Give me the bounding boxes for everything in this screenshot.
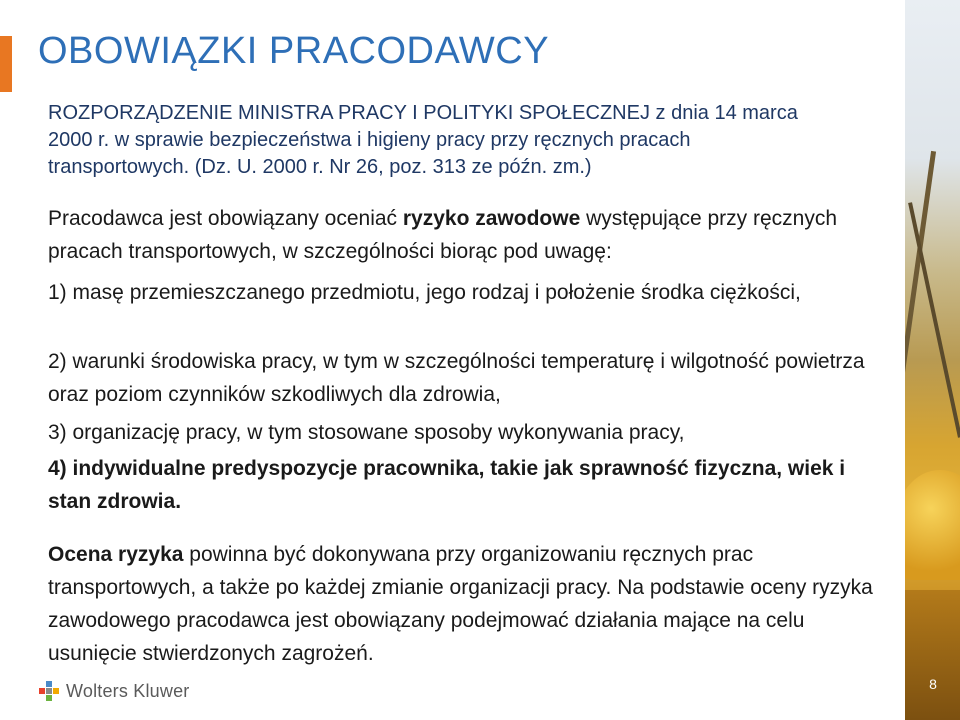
regulation-reference: ROZPORZĄDZENIE MINISTRA PRACY I POLITYKI SPOŁECZNEJ z dnia 14 marca 2000 r. w sprawie bezpieczeństwa i higieny pracy przy ręcznych pracach transportowych. (Dz. U. 2000 r. Nr 26, poz. 313 ze późn. zm.) <box>48 102 798 178</box>
intro-paragraph <box>48 202 878 268</box>
hard-hat-image <box>905 470 960 580</box>
footer-logo <box>38 680 190 702</box>
conclusion-highlight: Ocena ryzyka <box>48 543 184 566</box>
list-item: 3) organizację pracy, w tym stosowane sposoby wykonywania pracy, <box>48 421 685 444</box>
page-number: 8 <box>929 676 937 692</box>
title-accent-bar <box>0 36 12 92</box>
construction-photo-strip <box>905 0 960 720</box>
intro-text-after: występujące przy ręcznych pracach transportowych, w szczególności biorąc pod uwagę: <box>48 207 838 263</box>
list-item: 2) warunki środowiska pracy, w tym w szczególności temperaturę i wilgotność powietrza oraz poziom czynników szkodliwych dla zdrowia, <box>48 350 865 406</box>
list-item-emphasized: 4) indywidualne predyspozycje pracownika, takie jak sprawność fizyczna, wiek i stan zdrowia. <box>48 457 846 513</box>
conclusion-paragraph <box>48 538 878 670</box>
wolters-kluwer-logo-icon <box>38 680 60 702</box>
scaffold-beam <box>905 151 936 409</box>
list-item: 1) masę przemieszczanego przedmiotu, jego rodzaj i położenie środka ciężkości, <box>48 281 801 304</box>
conclusion-text: powinna być dokonywana przy organizowaniu ręcznych prac transportowych, a także po każdej zmianie organizacji pracy. Na podstawie oceny ryzyka zawodowego pracodawca jest obowiązany podejmować działania mające na celu usunięcie stwierdzonych zagrożeń. <box>48 543 873 665</box>
slide-title: OBOWIĄZKI PRACODAWCY <box>38 30 550 72</box>
photo-shade <box>905 590 960 720</box>
intro-highlight-risk: ryzyko zawodowe <box>402 207 581 230</box>
intro-text-before: Pracodawca jest obowiązany oceniać <box>48 207 403 230</box>
brand-name: Wolters Kluwer <box>66 680 190 701</box>
scaffold-beam <box>908 202 960 438</box>
